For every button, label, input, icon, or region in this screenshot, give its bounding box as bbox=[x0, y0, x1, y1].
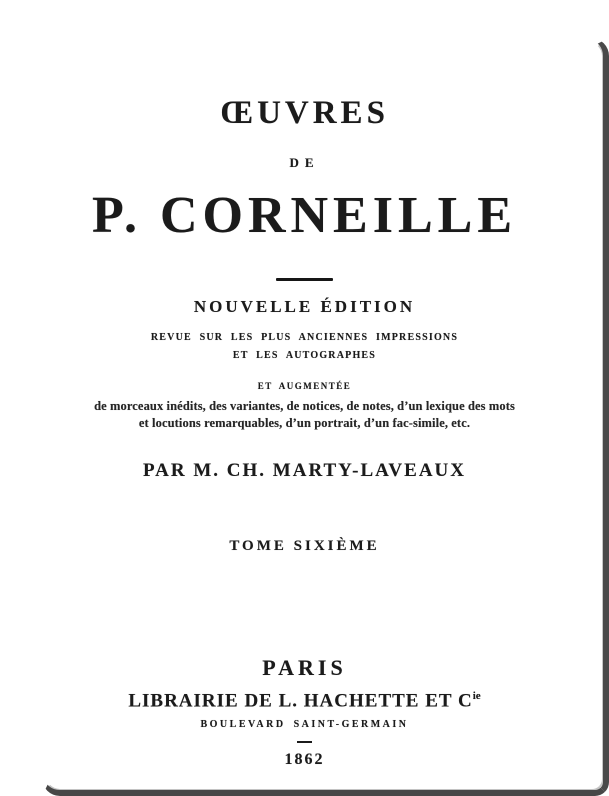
edition-statement: NOUVELLE ÉDITION bbox=[193, 297, 416, 316]
edition-note-line2: ET LES AUTOGRAPHES bbox=[232, 350, 377, 361]
publication-year: 1862 bbox=[284, 751, 325, 768]
publisher-address: BOULEVARD SAINT-GERMAIN bbox=[200, 719, 409, 730]
series-title: ŒUVRES bbox=[220, 95, 389, 131]
author-name: P. CORNEILLE bbox=[91, 187, 518, 244]
publisher-name: LIBRAIRIE DE L. HACHETTE ET C bbox=[128, 690, 473, 712]
editor-name: PAR M. CH. MARTY-LAVEAUX bbox=[142, 460, 466, 481]
year-divider-rule bbox=[297, 741, 312, 743]
title-divider-rule bbox=[276, 278, 333, 281]
augmented-detail-line2: et locutions remarquables, d’un portrait, d’un fac-simile, etc. bbox=[138, 416, 471, 430]
imprint-city: PARIS bbox=[262, 655, 347, 680]
volume-number: TOME SIXIÈME bbox=[229, 538, 380, 554]
augmented-detail-line1: de morceaux inédits, des variantes, de notices, de notes, d’un lexique des mots bbox=[94, 399, 515, 413]
edition-note-line1: REVUE SUR LES PLUS ANCIENNES IMPRESSIONS bbox=[150, 332, 459, 343]
publisher-abbreviation-sup: ie bbox=[472, 690, 481, 702]
publisher-line bbox=[0, 690, 609, 712]
connector-word: DE bbox=[289, 155, 320, 170]
augmented-statement: ET AUGMENTÉE bbox=[257, 381, 352, 391]
